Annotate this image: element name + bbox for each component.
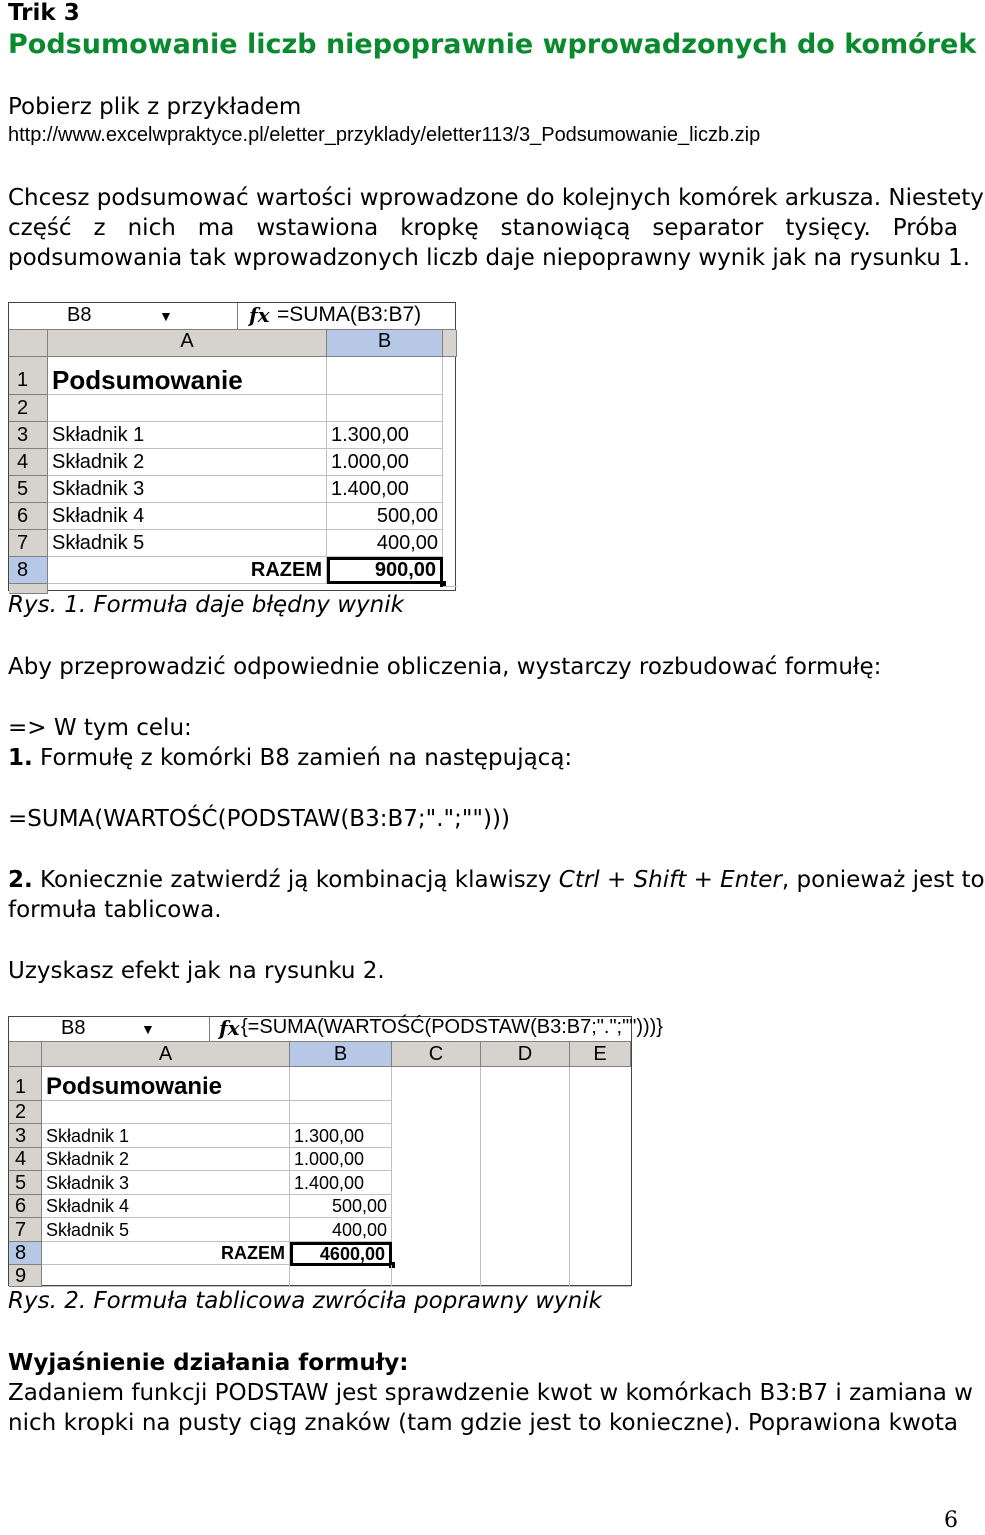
explain-line-2: nich kropki na pusty ciąg znaków (tam gdzie jest to konieczne). Poprawiona kwota — [8, 1410, 958, 1436]
cell-b6-2[interactable]: 500,00 — [290, 1195, 392, 1218]
row-header-8-2[interactable]: 8 — [9, 1242, 42, 1265]
formula-text-2[interactable]: {=SUMA(WARTOŚĆ(PODSTAW(B3:B7;".";"")))} — [241, 1016, 663, 1038]
cell-b5[interactable]: 1.400,00 — [327, 476, 443, 503]
cell-b4[interactable]: 1.000,00 — [327, 449, 443, 476]
row-header-6-2[interactable]: 6 — [9, 1195, 42, 1218]
name-box-value: B8 — [67, 304, 92, 326]
column-header-b[interactable]: B — [327, 330, 443, 357]
result-text: Uzyskasz efekt jak na rysunku 2. — [8, 958, 385, 984]
formula-bar-2 — [9, 1016, 663, 1042]
trick-label: Trik 3 — [8, 0, 80, 26]
figure-2-caption: Rys. 2. Formuła tablicowa zwróciła poprawny wynik — [8, 1288, 602, 1314]
cell-a5-2[interactable]: Składnik 3 — [42, 1171, 290, 1195]
cell-a6[interactable]: Składnik 4 — [48, 503, 327, 530]
row-header-4-2[interactable]: 4 — [9, 1148, 42, 1171]
page-number: 6 — [944, 1508, 958, 1533]
chevron-down-icon[interactable]: ▼ — [141, 1021, 155, 1037]
column-header-a[interactable]: A — [48, 330, 327, 357]
column-e-cells[interactable] — [570, 1067, 631, 1287]
cell-b9-2[interactable] — [290, 1265, 392, 1287]
row-header-2-2[interactable]: 2 — [9, 1101, 42, 1124]
cell-b8-active[interactable]: 900,00 — [327, 557, 443, 584]
select-all-corner-2[interactable] — [9, 1042, 42, 1067]
spreadsheet-figure-2 — [8, 1016, 663, 1287]
step-intro: Aby przeprowadzić odpowiednie obliczenia, wystarczy rozbudować formułę: — [8, 654, 882, 680]
column-d-cells[interactable] — [481, 1067, 570, 1287]
steps-lead: => W tym celu: — [8, 715, 192, 741]
chevron-down-icon[interactable]: ▼ — [159, 308, 173, 324]
intro-line-1: Chcesz podsumować wartości wprowadzone do kolejnych komórek arkusza. Niestety — [8, 185, 984, 211]
cell-a8[interactable]: RAZEM — [48, 557, 327, 584]
step-1 — [8, 743, 572, 773]
cell-a7[interactable]: Składnik 5 — [48, 530, 327, 557]
cell-b8-active-2[interactable]: 4600,00 — [290, 1242, 392, 1266]
column-header-partial — [443, 330, 457, 357]
select-all-corner[interactable] — [9, 330, 48, 357]
cell-a1-2[interactable]: Podsumowanie — [42, 1067, 290, 1101]
fx-icon[interactable]: fx — [219, 1016, 240, 1040]
step-2-keys: Ctrl + Shift + Enter — [558, 867, 782, 893]
column-header-c-2[interactable]: C — [392, 1042, 481, 1067]
column-header-a-2[interactable]: A — [42, 1042, 290, 1067]
cell-a2-2[interactable] — [42, 1101, 290, 1124]
cell-b5-2[interactable]: 1.400,00 — [290, 1171, 392, 1195]
cell-b7[interactable]: 400,00 — [327, 530, 443, 557]
cell-b7-2[interactable]: 400,00 — [290, 1218, 392, 1242]
cell-a1[interactable]: Podsumowanie — [48, 357, 327, 395]
column-header-b-2[interactable]: B — [290, 1042, 392, 1067]
row-header-9-2[interactable]: 9 — [9, 1265, 42, 1287]
name-box-2[interactable] — [9, 1017, 210, 1041]
cell-b1[interactable] — [327, 357, 443, 395]
cell-b2-2[interactable] — [290, 1101, 392, 1124]
cell-a9-2[interactable] — [42, 1265, 290, 1287]
intro-line-2: część z nich ma wstawiona kropkę stanowiącą separator tysięcy. Próba — [8, 215, 958, 241]
name-box-value-2: B8 — [61, 1017, 86, 1039]
step-1-text: Formułę z komórki B8 zamień na następującą: — [32, 745, 573, 771]
explain-line-1: Zadaniem funkcji PODSTAW jest sprawdzenie kwot w komórkach B3:B7 i zamiana w — [8, 1380, 973, 1406]
formula-text[interactable]: =SUMA(B3:B7) — [277, 303, 422, 326]
cell-a4[interactable]: Składnik 2 — [48, 449, 327, 476]
name-box[interactable] — [9, 303, 238, 329]
row-header-7-2[interactable]: 7 — [9, 1218, 42, 1242]
step-2-post: , ponieważ jest to — [781, 867, 985, 893]
row-header-6[interactable]: 6 — [9, 503, 48, 530]
formula-bar — [9, 303, 455, 330]
cell-a3[interactable]: Składnik 1 — [48, 422, 327, 449]
row-header-3-2[interactable]: 3 — [9, 1124, 42, 1148]
row-header-4[interactable]: 4 — [9, 449, 48, 476]
cell-a3-2[interactable]: Składnik 1 — [42, 1124, 290, 1148]
step-2-line-2: formuła tablicowa. — [8, 897, 222, 923]
cell-b4-2[interactable]: 1.000,00 — [290, 1148, 392, 1171]
row-header-7[interactable]: 7 — [9, 530, 48, 557]
step-2 — [8, 865, 985, 895]
step-1-number: 1. — [8, 745, 33, 771]
spreadsheet-figure-1 — [8, 302, 456, 591]
row-header-1-2[interactable]: 1 — [9, 1067, 42, 1101]
cell-b6[interactable]: 500,00 — [327, 503, 443, 530]
formula-example: =SUMA(WARTOŚĆ(PODSTAW(B3:B7;".";""))) — [8, 806, 510, 832]
cell-partial-column — [443, 357, 457, 587]
figure-1-caption: Rys. 1. Formuła daje błędny wynik — [8, 592, 404, 618]
cell-a7-2[interactable]: Składnik 5 — [42, 1218, 290, 1242]
column-header-d-2[interactable]: D — [481, 1042, 570, 1067]
step-2-pre: Koniecznie zatwierdź ją kombinacją klawiszy — [32, 867, 559, 893]
page-title: Podsumowanie liczb niepoprawnie wprowadzonych do komórek — [8, 29, 977, 60]
cell-b1-2[interactable] — [290, 1067, 392, 1101]
cell-b2[interactable] — [327, 395, 443, 422]
explain-heading: Wyjaśnienie działania formuły: — [8, 1350, 409, 1376]
download-link[interactable]: http://www.excelwpraktyce.pl/eletter_przyklady/eletter113/3_Podsumowanie_liczb.zip — [8, 124, 761, 146]
row-header-8[interactable]: 8 — [9, 557, 48, 584]
cell-a5[interactable]: Składnik 3 — [48, 476, 327, 503]
cell-a6-2[interactable]: Składnik 4 — [42, 1195, 290, 1218]
cell-a2[interactable] — [48, 395, 327, 422]
cell-b3[interactable]: 1.300,00 — [327, 422, 443, 449]
row-header-5-2[interactable]: 5 — [9, 1171, 42, 1195]
cell-a8-2[interactable]: RAZEM — [42, 1242, 290, 1265]
cell-b3-2[interactable]: 1.300,00 — [290, 1124, 392, 1148]
download-label: Pobierz plik z przykładem — [8, 94, 302, 120]
row-header-1[interactable]: 1 — [9, 357, 48, 395]
row-header-3[interactable]: 3 — [9, 422, 48, 449]
column-header-e-2[interactable]: E — [570, 1042, 631, 1067]
fx-icon[interactable]: fx — [249, 303, 270, 327]
row-header-2[interactable]: 2 — [9, 395, 48, 422]
column-c-cells[interactable] — [392, 1067, 481, 1287]
row-header-5[interactable]: 5 — [9, 476, 48, 503]
step-2-number: 2. — [8, 867, 33, 893]
intro-line-3: podsumowania tak wprowadzonych liczb daje niepoprawny wynik jak na rysunku 1. — [8, 245, 971, 271]
cell-a4-2[interactable]: Składnik 2 — [42, 1148, 290, 1171]
